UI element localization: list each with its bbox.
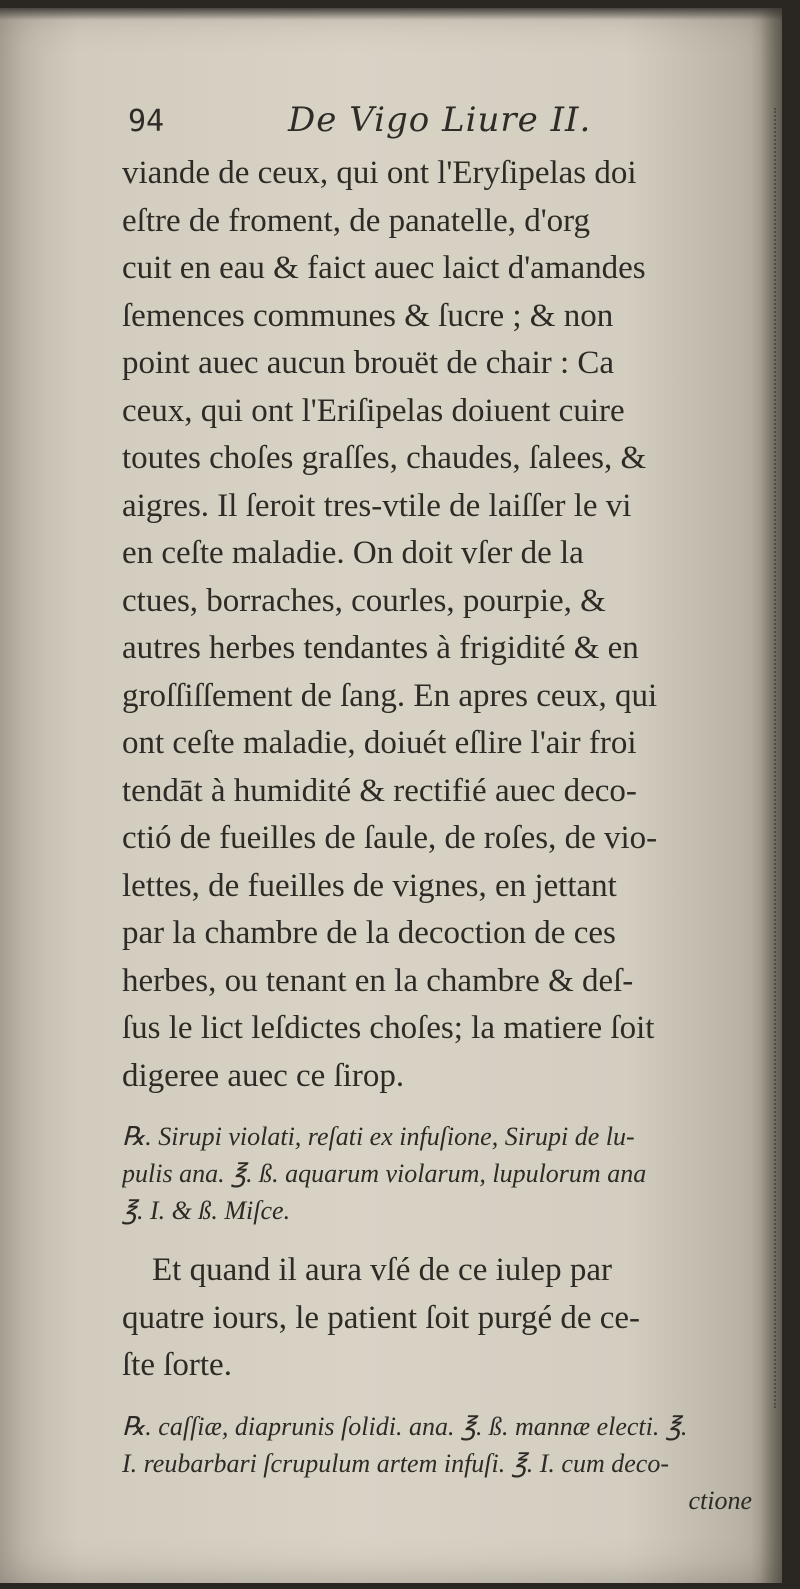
recipe-line: ctione <box>688 1485 752 1515</box>
spacer <box>122 1100 772 1118</box>
recipe-line: I. reubarbari ſcrupulum artem infuſi. ℥. I. cum deco- <box>122 1448 669 1478</box>
recipe-2 <box>122 1408 772 1519</box>
text-line: en ceſte maladie. On doit vſer de la <box>122 535 584 571</box>
text-line: viande de ceux, qui ont l'Eryſipelas doi <box>122 155 637 191</box>
text-line: eſtre de froment, de panatelle, d'org <box>122 202 591 239</box>
recipe-line: ℥. I. & ß. Miſce. <box>122 1196 291 1225</box>
text-line: aigres. Il ſeroit tres-vtile de laiſſer le vi <box>122 487 632 524</box>
book-page <box>0 8 782 1583</box>
text-line: autres herbes tendantes à frigidité & en <box>122 630 639 666</box>
paragraph-1 <box>122 150 772 1100</box>
text-line: cuit en eau & faict auec laict d'amandes <box>122 250 646 286</box>
text-line: ſemences communes & ſucre ; & non <box>122 297 614 334</box>
recipe-line: pulis ana. ℥. ß. aquarum violarum, lupulorum ana <box>122 1159 647 1188</box>
page-body <box>122 150 772 1519</box>
text-line: herbes, ou tenant en la chambre & deſ- <box>122 962 634 999</box>
text-line: ſte ſorte. <box>122 1347 232 1383</box>
running-header <box>128 100 748 150</box>
page-top-shadow <box>0 8 782 20</box>
page-number: 94 <box>128 104 165 139</box>
recipe-line: ℞. caſſiæ, diaprunis ſolidi. ana. ℥. ß. mannæ electi. ℥. <box>122 1411 688 1441</box>
spacer <box>122 1229 772 1247</box>
text-line: ſus le lict leſdictes choſes; la matiere ſoit <box>122 1010 655 1046</box>
spacer <box>122 1390 772 1408</box>
text-line: digeree auec ce ſirop. <box>122 1057 405 1094</box>
text-line: groſſiſſement de ſang. En apres ceux, qui <box>122 677 658 714</box>
paragraph-2 <box>122 1247 772 1390</box>
text-line: ctues, borraches, courles, pourpie, & <box>122 582 606 619</box>
text-line: ctió de fueilles de ſaule, de roſes, de vio- <box>122 820 658 856</box>
text-line: point auec aucun brouët de chair : Ca <box>122 345 615 381</box>
text-line: ceux, qui ont l'Eriſipelas doiuent cuire <box>122 392 625 429</box>
text-line: lettes, de fueilles de vignes, en jettant <box>122 867 617 904</box>
text-line: Et quand il aura vſé de ce iulep par <box>152 1252 612 1288</box>
recipe-1 <box>122 1118 772 1229</box>
text-line: ont ceſte maladie, doiuét eſlire l'air froi <box>122 725 637 761</box>
text-line: tendāt à humidité & rectifié auec deco- <box>122 772 637 809</box>
running-title: De Vigo Liure II. <box>288 100 592 140</box>
text-line: toutes choſes graſſes, chaudes, ſalees, & <box>122 440 647 476</box>
recipe-line: ℞. Sirupi violati, reſati ex infuſione, Sirupi de lu- <box>122 1122 635 1151</box>
text-line: quatre iours, le patient ſoit purgé de ce- <box>122 1299 641 1336</box>
text-line: par la chambre de la decoction de ces <box>122 915 616 951</box>
